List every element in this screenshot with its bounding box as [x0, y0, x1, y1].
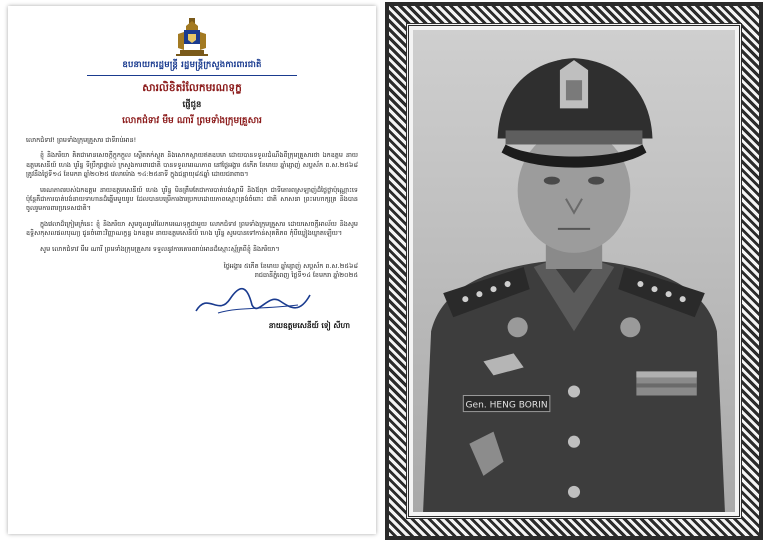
- portrait-frame: [385, 2, 763, 540]
- letter-paragraph-2: មរណភាពរបស់ឯកឧត្តម នាយឧត្តមសេនីយ៍ ហេង បូរិន្ទ មិនត្រឹមតែជាការបាត់បង់ស្វាមី និងឪពុក ជាទីគោរពស្រឡាញ់ដ៏ថ្លៃថ្លាប៉ុណ្ណោះទេ ប៉ុន្តែគឺជាការបាត់បង់នាយទាហានដ៏ឆ្នើមមួយរូប ដែលបានបម្រើការងារប្រកបដោយភាពស្មោះត្រង់ចំពោះ ជាតិ សាសនា ព្រះមហាក្សត្រ និងបានចូលរួមការពារប្រទេសជាតិ។: [26, 185, 358, 213]
- name-tag: Gen. HENG BORIN: [465, 400, 548, 411]
- ministry-header: ឧបនាយករដ្ឋមន្ត្រី រដ្ឋមន្ត្រីក្រសួងការពារជាតិ: [122, 60, 262, 70]
- letter-recipient: លោកជំទាវ មឹម ណារី ព្រមទាំងក្រុមគ្រួសារ: [122, 116, 262, 126]
- letter-paragraph-3: ក្នុងវេលាដ៏ក្រៀមក្រំនេះ ខ្ញុំ និងភរិយា សូមចូលរួមរំលែកមរណទុក្ខជាមួយ លោកជំទាវ ព្រមទាំងក្រុមគ្រួសារ ដោយសេចក្តីអាល័យ និងសូមឧទ្ទិសកុសលផលបុណ្យ ជូនចំពោះវិញ្ញាណក្ខន្ធ ឯកឧត្តម នាយឧត្តមសេនីយ៍ ហេង បូរិន្ទ សូមបានទៅកាន់សុគតិភព កុំបីឃ្លៀងឃ្លាតឡើយ។: [26, 219, 358, 238]
- frame-inner: [406, 23, 742, 519]
- date-lunar: ថ្ងៃអង្គារ ៥កើត ខែមាឃ ឆ្នាំម្សាញ់ សប្តស័ក ព.ស.២៥៦៨: [223, 262, 358, 271]
- letter-subtitle: ផ្ញើជូន: [182, 100, 202, 110]
- date-gregorian: រាជធានីភ្នំពេញ ថ្ងៃទី១៤ ខែមករា ឆ្នាំ២០២៥: [254, 271, 358, 280]
- frame-border-pattern: [389, 6, 759, 536]
- condolence-letter: [8, 6, 376, 534]
- portrait-photo: [413, 30, 735, 512]
- royal-coat-of-arms-icon: [172, 16, 212, 58]
- letter-title: សារលិខិតរំលែកមរណទុក្ខ: [142, 82, 242, 94]
- letter-paragraph-1: ខ្ញុំ និងភរិយា គិតជាមានសេចក្តីក្តុកក្តួល ស្ងើតតក់ស្លុត និងសោកស្តាយឥតឧបមា ដោយបានទទួលដំណឹងពីក្រុមគ្រួសារថា ឯកឧត្តម នាយឧត្តមសេនីយ៍ ហេង បូរិន្ទ ទីប្រឹក្សាផ្ទាល់ ក្រសួងការពារជាតិ បានទទួលមរណភាព នៅថ្ងៃអង្គារ ៥កើត ខែមាឃ ឆ្នាំម្សាញ់ សប្តស័ក ព.ស.២៥៦៨ ត្រូវនឹងថ្ងៃទី១៤ ខែមករា ឆ្នាំ២០២៥ វេលាម៉ោង ១៤:២៥នាទី ក្នុងជន្មាយុ៨៥ឆ្នាំ ដោយជរាពាធ។: [26, 151, 358, 179]
- signer-name: នាយឧត្តមសេនីយ៍ ទៀ សីហា: [268, 320, 350, 330]
- letter-salutation: លោកជំទាវ! ព្រមទាំងក្រុមគ្រួសារ ជាទីរាប់អាន!: [26, 136, 137, 144]
- signature-icon: [188, 283, 318, 321]
- letter-date-block: [26, 262, 358, 281]
- letter-paragraph-4: សូម លោកជំទាវ មឹម ណារី ព្រមទាំងក្រុមគ្រួសារ ទទួលនូវការគោរពរាប់អានដ៏ស្មោះស្ម័គ្រពីខ្ញុំ និងភរិយា។: [40, 244, 280, 253]
- header-divider: [87, 75, 297, 76]
